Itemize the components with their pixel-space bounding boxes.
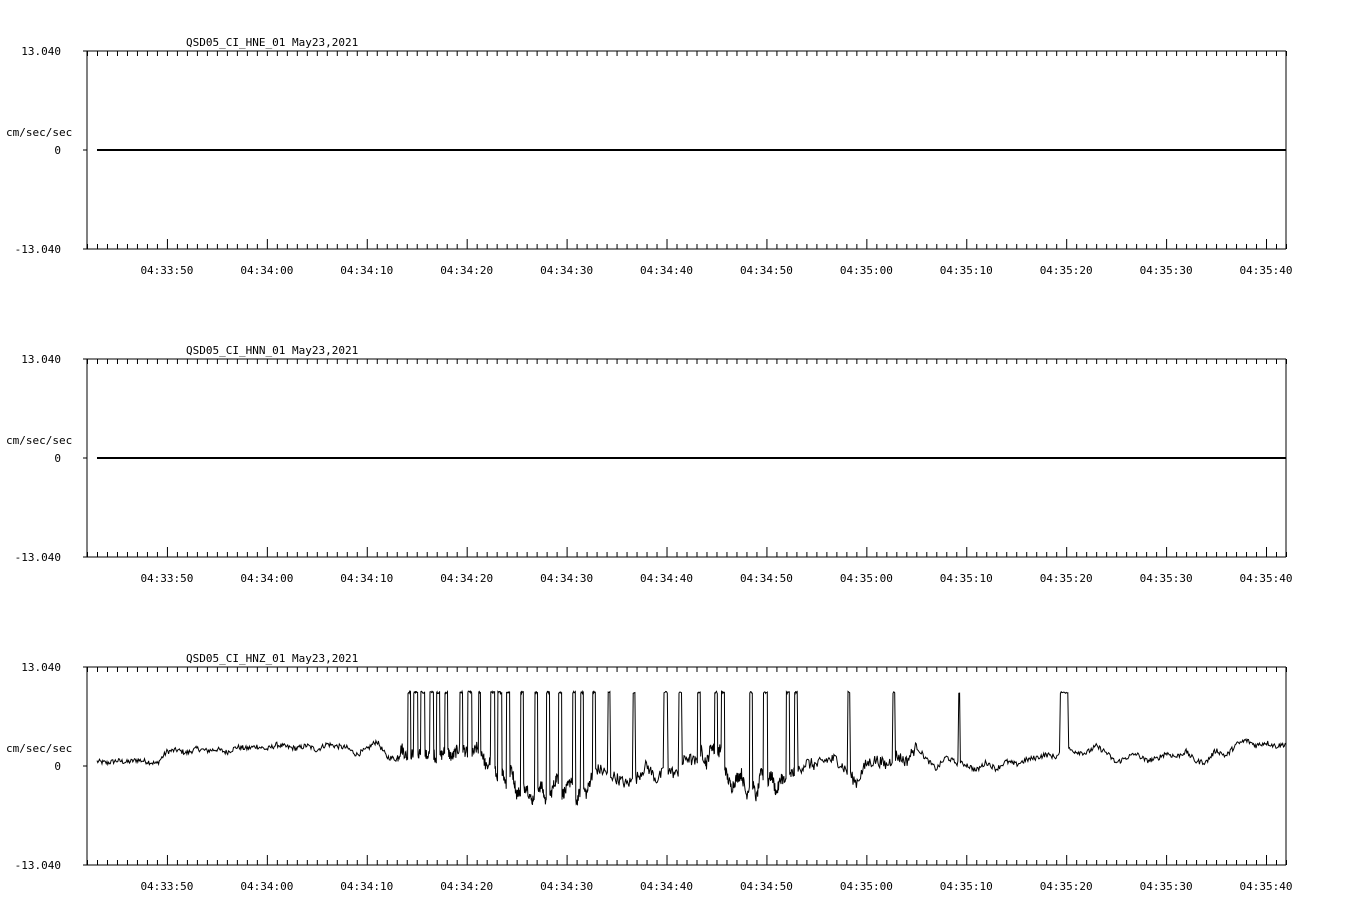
chart-title: QSD05_CI_HNE_01 May23,2021	[186, 36, 359, 49]
y-axis-label: cm/sec/sec	[6, 742, 73, 755]
chart-panel-hnn	[6, 344, 1293, 585]
x-tick-label: 04:34:00	[240, 264, 294, 277]
y-tick-label: 13.040	[21, 353, 61, 366]
x-tick-label: 04:35:40	[1239, 264, 1293, 277]
x-tick-label: 04:34:20	[440, 572, 494, 585]
x-tick-label: 04:35:10	[939, 264, 993, 277]
x-tick-label: 04:34:50	[739, 572, 793, 585]
x-tick-label: 04:35:10	[939, 880, 993, 893]
y-axis-label: cm/sec/sec	[6, 126, 73, 139]
x-tick-label: 04:34:40	[640, 880, 694, 893]
y-tick-label: 0	[54, 452, 61, 465]
x-tick-label: 04:34:20	[440, 264, 494, 277]
x-tick-label: 04:33:50	[140, 880, 194, 893]
y-tick-label: 13.040	[21, 661, 61, 674]
chart-title: QSD05_CI_HNZ_01 May23,2021	[186, 652, 359, 665]
chart-panel-hne	[6, 36, 1293, 277]
y-tick-label: -13.040	[14, 243, 61, 256]
x-tick-label: 04:35:30	[1139, 572, 1193, 585]
x-tick-label: 04:34:50	[739, 880, 793, 893]
y-axis-label: cm/sec/sec	[6, 434, 73, 447]
x-tick-label: 04:35:40	[1239, 572, 1293, 585]
x-tick-label: 04:35:30	[1139, 880, 1193, 893]
y-tick-label: 13.040	[21, 45, 61, 58]
x-tick-label: 04:35:00	[839, 880, 893, 893]
x-tick-label: 04:34:10	[340, 264, 394, 277]
x-tick-label: 04:35:10	[939, 572, 993, 585]
x-tick-label: 04:34:20	[440, 880, 494, 893]
x-tick-label: 04:34:10	[340, 880, 394, 893]
x-tick-label: 04:35:20	[1039, 264, 1093, 277]
x-tick-label: 04:34:40	[640, 264, 694, 277]
x-tick-label: 04:34:30	[540, 572, 594, 585]
x-tick-label: 04:35:30	[1139, 264, 1193, 277]
x-tick-label: 04:34:10	[340, 572, 394, 585]
x-tick-label: 04:33:50	[140, 572, 194, 585]
x-tick-label: 04:34:30	[540, 264, 594, 277]
y-tick-label: 0	[54, 144, 61, 157]
y-tick-label: -13.040	[14, 551, 61, 564]
y-tick-label: 0	[54, 760, 61, 773]
chart-title: QSD05_CI_HNN_01 May23,2021	[186, 344, 359, 357]
x-tick-label: 04:35:40	[1239, 880, 1293, 893]
x-tick-label: 04:35:00	[839, 572, 893, 585]
trace-line	[97, 691, 1286, 805]
x-tick-label: 04:35:00	[839, 264, 893, 277]
y-tick-label: -13.040	[14, 859, 61, 872]
chart-panel-hnz	[6, 652, 1293, 893]
x-tick-label: 04:34:50	[739, 264, 793, 277]
x-tick-label: 04:33:50	[140, 264, 194, 277]
x-tick-label: 04:35:20	[1039, 572, 1093, 585]
x-tick-label: 04:34:40	[640, 572, 694, 585]
x-tick-label: 04:34:00	[240, 572, 294, 585]
x-tick-label: 04:34:00	[240, 880, 294, 893]
x-tick-label: 04:35:20	[1039, 880, 1093, 893]
x-tick-label: 04:34:30	[540, 880, 594, 893]
